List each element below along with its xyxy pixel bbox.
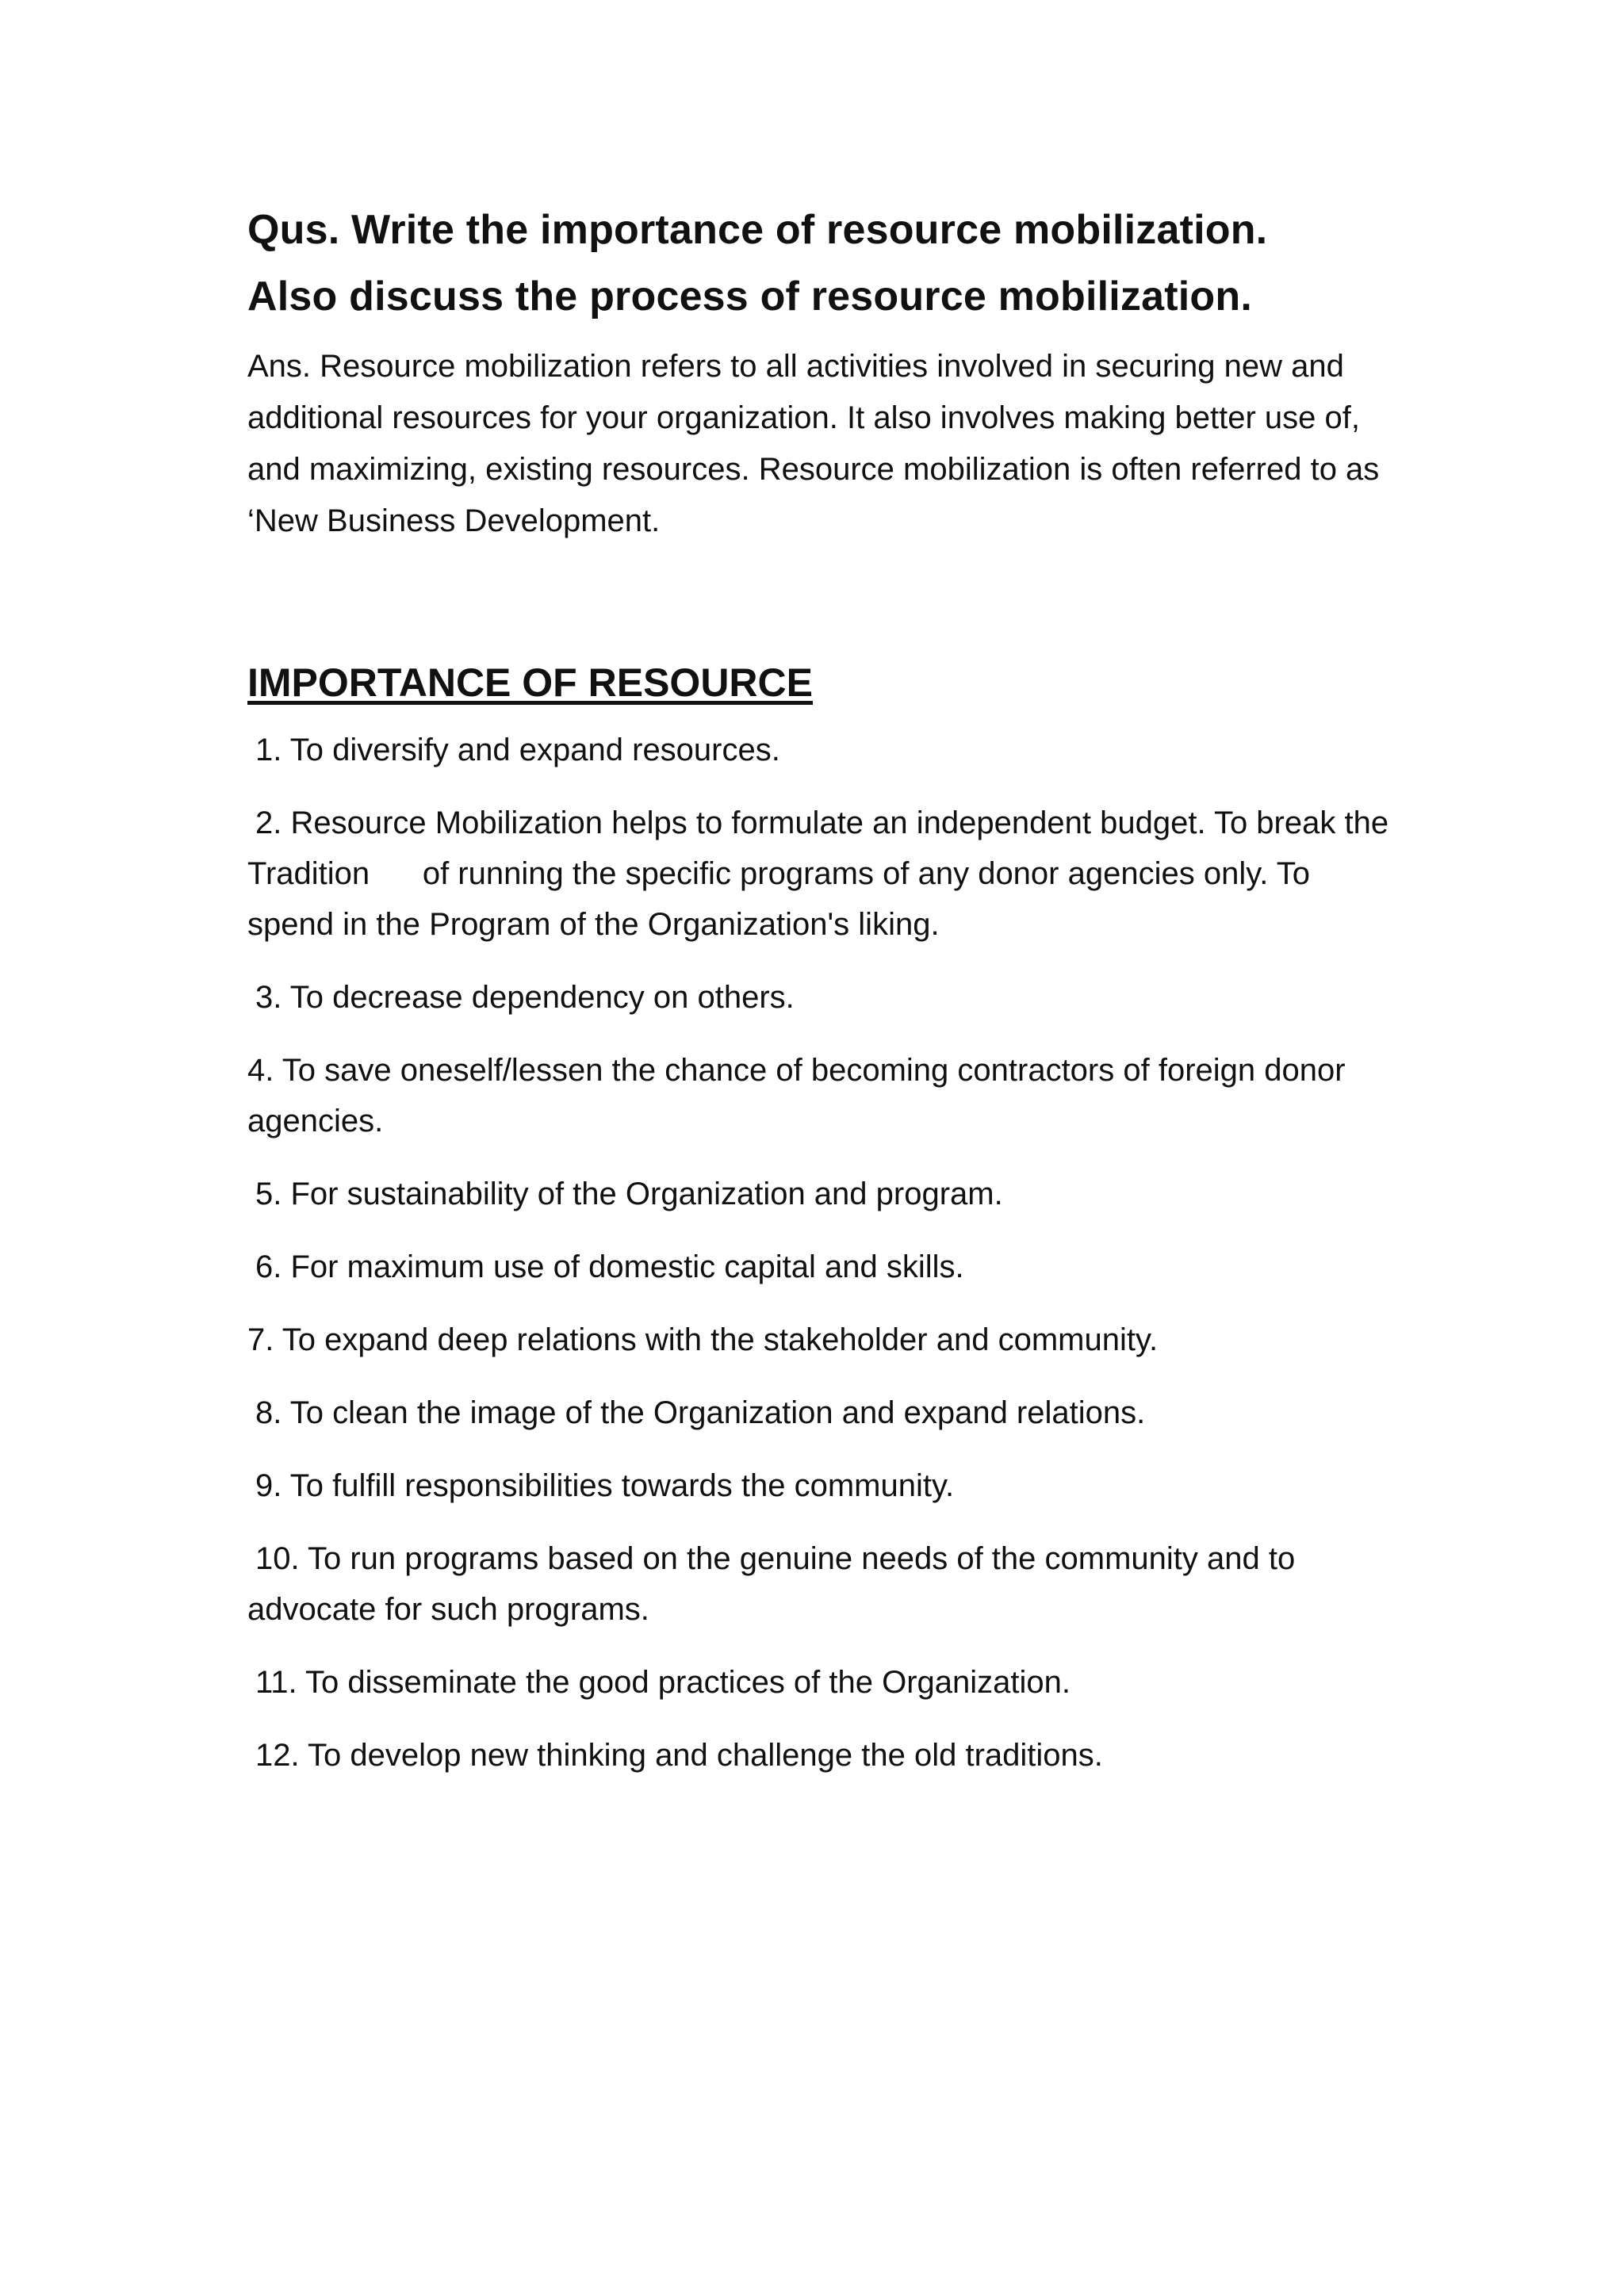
list-item-12: 12. To develop new thinking and challenge the old traditions. xyxy=(255,1738,1103,1773)
question-line-2: Also discuss the process of resource mobilization. xyxy=(247,274,1252,320)
list-item-8: 8. To clean the image of the Organization and expand relations. xyxy=(255,1395,1146,1430)
list-item-5: 5. For sustainability of the Organization and program. xyxy=(255,1177,1003,1211)
list-item-9: 9. To fulfill responsibilities towards the community. xyxy=(255,1468,955,1503)
answer-paragraph: Ans. Resource mobilization refers to all activities involved in securing new and additional resources for your organization. It also involves making better use of, and maximizing, existing resources. Resource mobilization is often referred to as ‘New Business Development. xyxy=(247,349,1380,538)
list-item-3: 3. To decrease dependency on others. xyxy=(255,980,795,1015)
list-item-7: 7. To expand deep relations with the stakeholder and community. xyxy=(247,1322,1159,1357)
importance-list xyxy=(247,725,1405,1781)
list-item-4: 4. To save oneself/lessen the chance of becoming contractors of foreign donor agencies. xyxy=(247,1053,1346,1138)
list-item-6: 6. For maximum use of domestic capital and skills. xyxy=(255,1249,964,1284)
document-content xyxy=(247,197,1405,1803)
list-item-10: 10. To run programs based on the genuine needs of the community and to advocate for such programs. xyxy=(247,1541,1296,1627)
question-heading xyxy=(247,197,1405,330)
question-line-1: Qus. Write the importance of resource mobilization. xyxy=(247,207,1268,253)
section-heading-importance: IMPORTANCE OF RESOURCE xyxy=(247,660,813,705)
list-item-11: 11. To disseminate the good practices of the Organization. xyxy=(255,1665,1071,1700)
list-item-2: 2. Resource Mobilization helps to formulate an independent budget. To break the Tradition of running the specific programs of any donor agencies only. To spend in the Program of the Organization's liking. xyxy=(247,806,1397,942)
list-item-1: 1. To diversify and expand resources. xyxy=(255,733,780,767)
